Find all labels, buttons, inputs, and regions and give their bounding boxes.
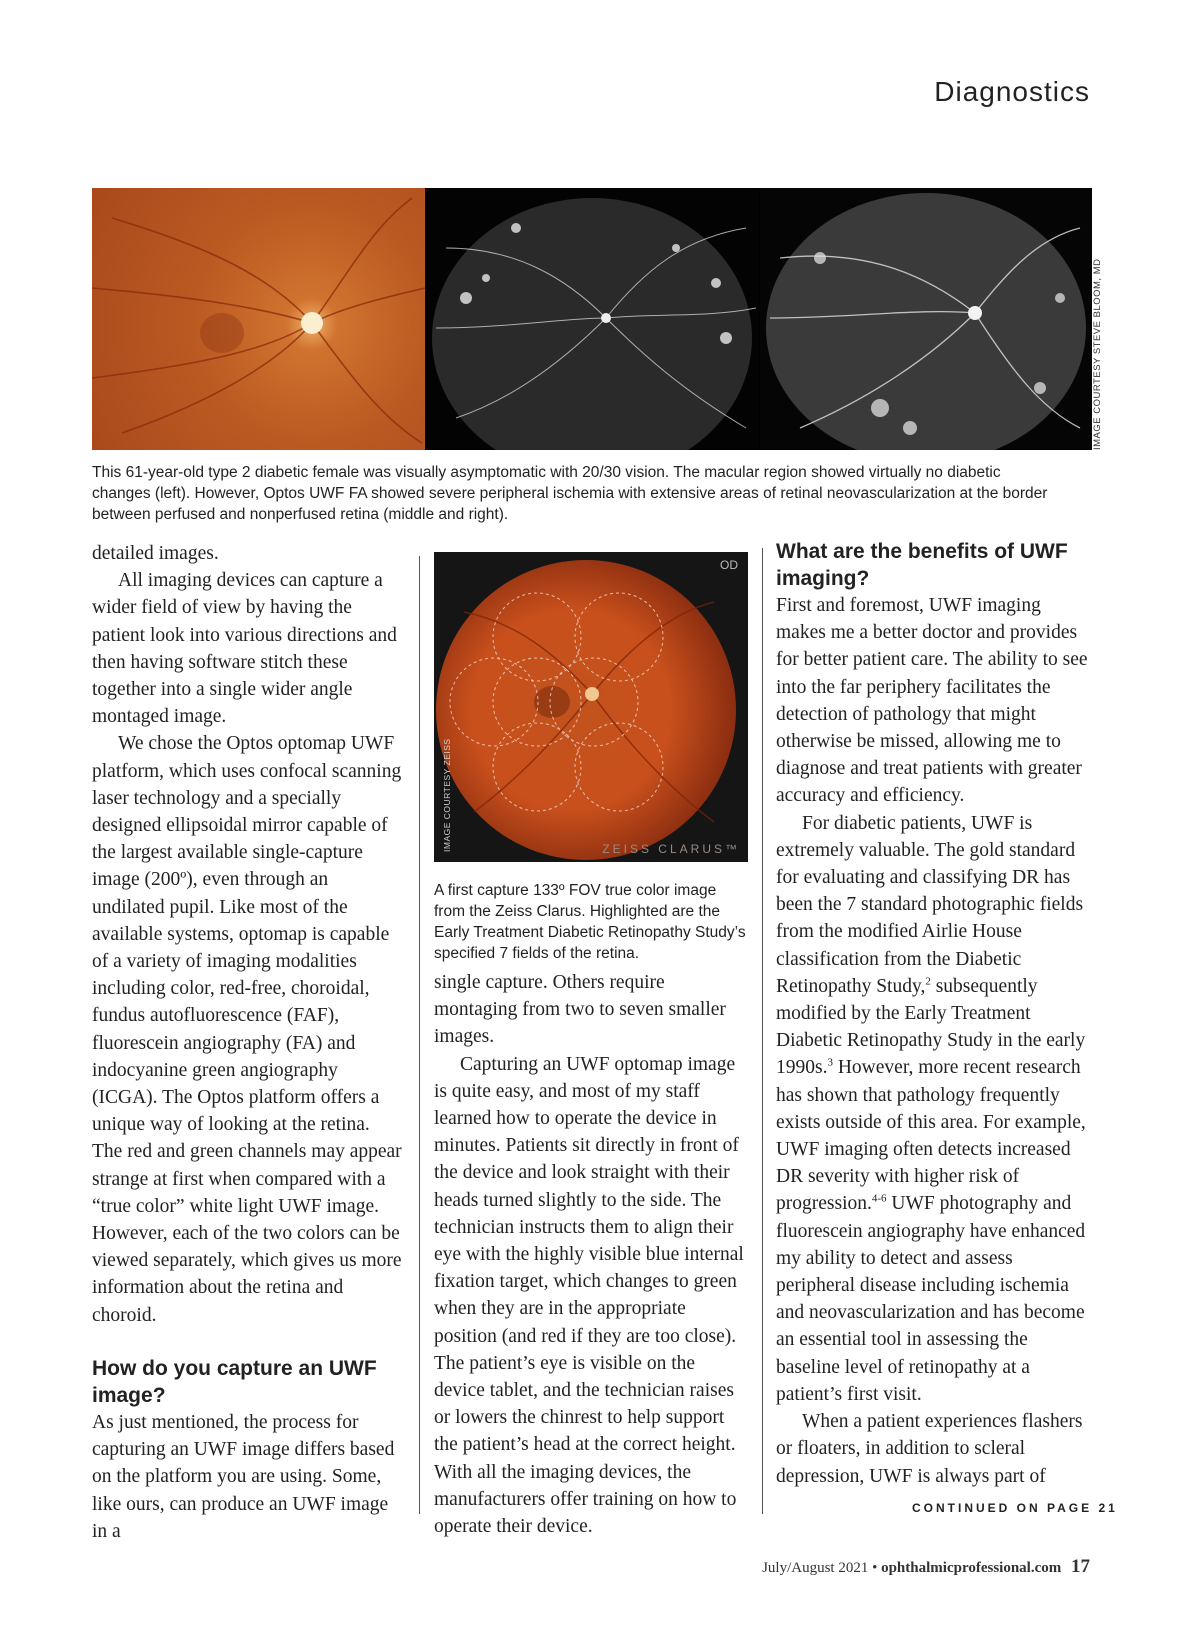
brand-watermark: ZEISS CLARUS™ (602, 842, 740, 856)
paragraph (776, 810, 1092, 1408)
column-divider (419, 556, 420, 1514)
paragraph: Capturing an UWF optomap image is quite easy, and most of my staff learned how to operate the device in minutes. Patients sit directly in front of the device and look straight with their heads turned slightly to the side. The technician instructs them to align their eye with the highly visible blue internal fixation target, which changes to green when they are in the appropriate position (and red if they are too close). The patient’s eye is visible on the device tablet, and the technician raises or lowers the chinrest to help support the patient’s head at the correct height. With all the imaging devices, the manufacturers offer training on how to operate their device. (434, 1053, 744, 1538)
text-run: For diabetic patients, UWF is extremely valuable. The gold standard for evaluating and classifying DR has been the 7 standard photographic fields from the modified Airlie House classification from the Diabetic Retinopathy Study, (776, 812, 1084, 997)
text-column-2 (434, 969, 748, 1540)
paragraph: single capture. Others require montaging from two to seven smaller images. (434, 972, 726, 1048)
photo-credit: IMAGE COURTESY STEVE BLOOM, MD (1092, 258, 1103, 450)
fundus-7-fields-graphic (434, 552, 748, 862)
section-subheading: How do you capture an UWF image? (92, 1356, 377, 1407)
page-number: 17 (1071, 1556, 1090, 1577)
section-subheading: What are the benefits of UWF imaging? (776, 540, 1068, 590)
continued-note: CONTINUED ON PAGE 21 (912, 1501, 1118, 1515)
paragraph: As just mentioned, the process for capturing an UWF image differs based on the platform you are using. Some, like ours, can produce an UWF image in a (92, 1411, 395, 1542)
paragraph: We chose the Optos optomap UWF platform, which uses confocal scanning laser technology and a specially designed ellipsoidal mirror capable of the largest available single-capture image (200º), even through an undilated pupil. Like most of the available systems, optomap is capable of a variety of imaging modalities including color, red-free, choroidal, fundus autofluorescence (FAF), fluorescein angiography (FA) and indocyanine green angiography (ICGA). The Optos platform offers a unique way of looking at the retina. The red and green channels may appear strange at first when compared with a “true color” white light UWF image. However, each of the two colors can be viewed separately, which gives us more information about the retina and choroid. (92, 733, 402, 1326)
page-footer (762, 1556, 1090, 1578)
fa-vessels-right (760, 188, 1092, 450)
color-fundus-photo (92, 188, 425, 450)
retinal-vessels-left (92, 188, 425, 450)
image-credit: IMAGE COURTESY ZEISS (442, 738, 452, 852)
fa-vessels-middle (426, 188, 759, 450)
figure-caption-middle: A first capture 133º FOV true color image from the Zeiss Clarus. Highlighted are the Early Treatment Diabetic Retinopathy Study’s specified 7 fields of the retina. (434, 882, 746, 962)
paragraph: First and foremost, UWF imaging makes me a better doctor and provides for better patient care. The ability to see into the far periphery facilitates the detection of pathology that might otherwise be missed, allowing me to diagnose and treat patients with greater accuracy and efficiency. (776, 595, 1088, 807)
fundus-photo-strip (92, 188, 1092, 450)
fa-photo-middle (426, 188, 759, 450)
paragraph: detailed images. (92, 543, 219, 564)
column-divider (762, 548, 763, 1514)
reference-marker: 3 (827, 1056, 833, 1069)
paragraph: When a patient experiences flashers or floaters, in addition to scleral depression, UWF is always part of (776, 1411, 1083, 1487)
text-column-3 (776, 538, 1092, 1490)
website: ophthalmicprofessional.com (881, 1560, 1062, 1576)
text-run: However, more recent research has shown that pathology frequently exists outside of this area. For example, UWF imaging often detects increased DR severity with higher risk of progression. (776, 1057, 1086, 1215)
reference-marker: 2 (925, 975, 931, 988)
fa-photo-right (760, 188, 1092, 450)
issue-date: July/August 2021 (762, 1560, 869, 1576)
eye-label: OD (720, 558, 738, 572)
section-header: Diagnostics (934, 76, 1090, 107)
figure-caption-top: This 61-year-old type 2 diabetic female was visually asymptomatic with 20/30 vision. The macular region showed virtually no diabetic changes (left). However, Optos UWF FA showed severe peripheral ischemia with extensive areas of retinal neovascularization at the border between perfused and nonperfused retina (middle and right). (92, 464, 1048, 523)
footer-bullet: • (872, 1560, 878, 1576)
zeiss-fundus-image (434, 552, 748, 862)
paragraph: All imaging devices can capture a wider field of view by having the patient look into various directions and then having software stitch these together into a single wider angle montaged image. (92, 570, 397, 728)
text-run: subsequently modified by the Early Treatment Diabetic Retinopathy Study in the early 1990s. (776, 975, 1086, 1079)
text-column-1 (92, 540, 404, 1545)
reference-marker: 4-6 (871, 1192, 887, 1205)
text-run: UWF photography and fluorescein angiography have enhanced my ability to detect and assess peripheral disease including ischemia and neovascularization and has become an essential tool in assessing the baseline level of retinopathy at a patient’s first visit. (776, 1193, 1086, 1405)
